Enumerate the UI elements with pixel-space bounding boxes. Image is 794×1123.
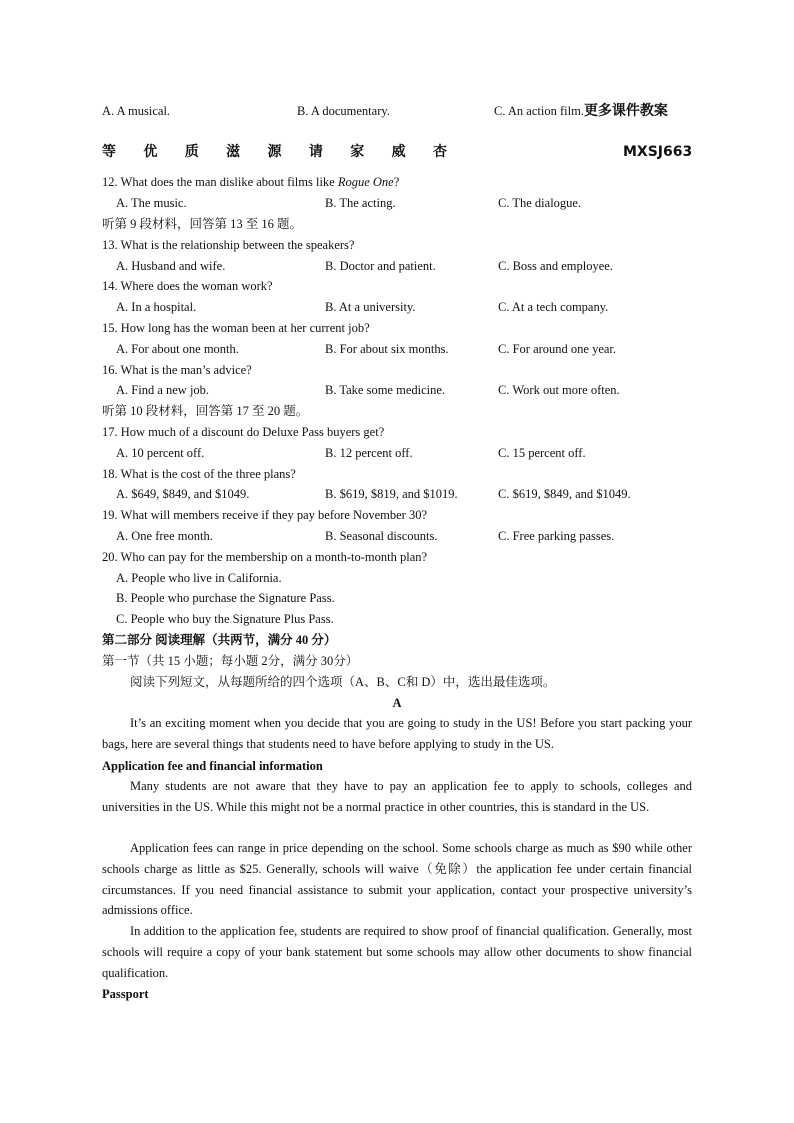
q19-option-b: B. Seasonal discounts. <box>325 529 438 543</box>
q12-stem-end: ? <box>393 175 400 189</box>
q18-option-a: A. $649, $849, and $1049. <box>116 487 250 501</box>
paragraph-2 <box>102 838 692 921</box>
q16-option-b: B. Take some medicine. <box>325 383 446 397</box>
heading-passport: Passport <box>102 987 149 1001</box>
promo-code: MXSJ663 <box>623 144 693 160</box>
intro-text: It’s an exciting moment when you decide that you are going to study in the US! Before you start packing your bags, here are several things that students need to have before applying to study in the US. <box>102 716 692 751</box>
q14-stem: 14. Where does the woman work? <box>102 279 273 293</box>
q17-option-c: C. 15 percent off. <box>498 446 586 460</box>
q20-option-c: C. People who buy the Signature Plus Pass. <box>116 612 334 626</box>
q17-option-a: A. 10 percent off. <box>116 446 205 460</box>
q20-option-b: B. People who purchase the Signature Pass. <box>116 591 335 605</box>
promo-char: 质 <box>184 144 199 160</box>
q12-stem <box>102 174 399 190</box>
part2-heading: 第二部分 阅读理解（共两节，满分 40 分） <box>102 633 337 647</box>
q18-option-c: C. $619, $849, and $1049. <box>498 487 631 501</box>
q16-option-a: A. Find a new job. <box>116 383 210 397</box>
q14-option-b: B. At a university. <box>325 300 416 314</box>
option-c <box>494 103 668 119</box>
instruction-9: 听第 9 段材料，回答第 13 至 16 题。 <box>102 217 303 231</box>
option-c-text: C. An action film. <box>494 104 584 118</box>
q15-stem: 15. How long has the woman been at her current job? <box>102 321 370 335</box>
option-a: A. A musical. <box>102 104 171 118</box>
q12-option-b: B. The acting. <box>325 196 396 210</box>
q20-stem: 20. Who can pay for the membership on a month-to-month plan? <box>102 550 428 564</box>
promo-char: 优 <box>143 144 158 160</box>
q18-option-b: B. $619, $819, and $1019. <box>325 487 458 501</box>
promo-char: 等 <box>102 144 116 160</box>
q16-option-c: C. Work out more often. <box>498 383 620 397</box>
q15-option-c: C. For around one year. <box>498 342 617 356</box>
heading-application-fee: Application fee and financial information <box>102 759 323 773</box>
q12-stem-italic: Rogue One <box>337 175 394 189</box>
q15-option-b: B. For about six months. <box>325 342 449 356</box>
q14-option-a: A. In a hospital. <box>116 300 197 314</box>
q15-option-a: A. For about one month. <box>116 342 239 356</box>
q12-stem-text: 12. What does the man dislike about films like <box>102 175 338 189</box>
paragraph-3 <box>102 921 692 983</box>
passage-letter: A <box>392 696 402 710</box>
q16-stem: 16. What is the man’s advice? <box>102 363 252 377</box>
promo-char: 威 <box>391 144 406 160</box>
promo-char: 滋 <box>226 144 241 160</box>
q19-option-c: C. Free parking passes. <box>498 529 615 543</box>
q20-option-a: A. People who live in California. <box>116 571 282 585</box>
reading-instruction: 阅读下列短文，从每题所给的四个选项（A、B、C和 D）中，选出最佳选项。 <box>130 675 556 689</box>
q19-option-a: A. One free month. <box>116 529 213 543</box>
promo-text: 更多课件教案 <box>583 103 668 119</box>
promo-char: 家 <box>350 144 365 160</box>
q12-option-a: A. The music. <box>116 196 187 210</box>
q12-option-c: C. The dialogue. <box>498 196 582 210</box>
q17-stem: 17. How much of a discount do Deluxe Pass buyers get? <box>102 425 385 439</box>
passage-intro <box>102 713 692 755</box>
q19-stem: 19. What will members receive if they pay before November 30? <box>102 508 427 522</box>
promo-char: 请 <box>308 144 323 160</box>
instruction-10: 听第 10 段材料，回答第 17 至 20 题。 <box>102 404 309 418</box>
q14-option-c: C. At a tech company. <box>498 300 609 314</box>
promo-char: 杏 <box>433 144 447 160</box>
paragraph-1 <box>102 776 692 818</box>
q13-option-c: C. Boss and employee. <box>498 259 613 273</box>
q13-option-b: B. Doctor and patient. <box>325 259 436 273</box>
paragraph-2-text: Application fees can range in price depending on the school. Some schools charge as much as $90 while other schools charge as little as $25. Generally, schools will waive（免除）the application fee under certain financial circumstances. If you need financial assistance to submit your application, contact your prospective university’s admissions office. <box>102 841 692 918</box>
q18-stem: 18. What is the cost of the three plans? <box>102 467 296 481</box>
q13-option-a: A. Husband and wife. <box>116 259 226 273</box>
section1-heading: 第一节（共 15 小题；每小题 2分，满分 30分） <box>102 654 359 668</box>
paragraph-1-text: Many students are not aware that they have to pay an application fee to apply to schools, colleges and universities in the US. While this might not be a normal practice in other countries, this is standard in the US. <box>102 779 692 814</box>
promo-char: 源 <box>267 144 282 160</box>
q13-stem: 13. What is the relationship between the speakers? <box>102 238 355 252</box>
option-b: B. A documentary. <box>297 104 390 118</box>
paragraph-3-text: In addition to the application fee, students are required to show proof of financial qualification. Generally, most schools will require a copy of your bank statement but some schools may allow other documents to show financial qualification. <box>102 924 692 980</box>
q17-option-b: B. 12 percent off. <box>325 446 413 460</box>
promo-line <box>102 143 447 161</box>
